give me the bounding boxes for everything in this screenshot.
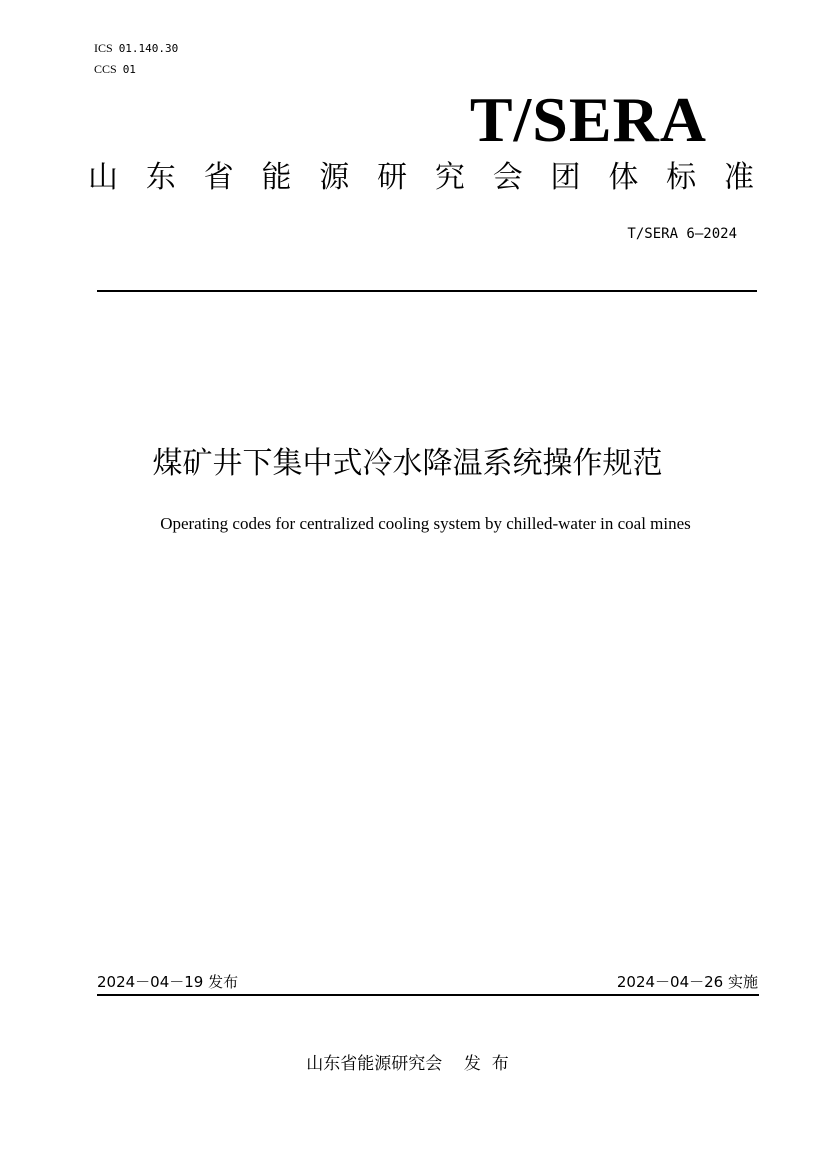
org-char: 山 [88, 160, 118, 195]
document-title-english: Operating codes for centralized cooling system by chilled-water in coal mines [160, 514, 691, 533]
document-title-chinese: 煤矿井下集中式冷水降温系统操作规范 [152, 446, 663, 481]
org-char: 会 [492, 160, 523, 195]
org-char: 能 [261, 160, 292, 195]
implementation-date: 2024－04－26 实施 [616, 973, 758, 991]
org-char: 团 [550, 160, 581, 195]
standard-logo: T/SERA [469, 84, 707, 155]
ics-code [94, 41, 178, 56]
org-char: 省 [203, 160, 234, 195]
publisher: 山东省能源研究会 发 布 [306, 1054, 509, 1074]
ics-value: 01.140.30 [118, 42, 179, 55]
org-char: 体 [608, 160, 639, 195]
header-divider [97, 290, 757, 292]
footer-divider [97, 994, 759, 996]
org-char: 准 [723, 160, 754, 195]
org-char: 东 [145, 160, 176, 195]
org-char: 究 [434, 160, 465, 195]
org-char: 标 [666, 160, 697, 195]
ics-label: ICS [94, 41, 113, 55]
org-char: 源 [319, 160, 350, 195]
ccs-code [94, 62, 136, 77]
organization-standard-line [88, 158, 754, 198]
issue-date: 2024－04－19 发布 [97, 973, 239, 991]
ccs-label: CCS [94, 62, 117, 76]
ccs-value: 01 [122, 63, 136, 76]
standard-number: T/SERA 6—2024 [627, 226, 737, 242]
org-char: 研 [377, 160, 408, 195]
